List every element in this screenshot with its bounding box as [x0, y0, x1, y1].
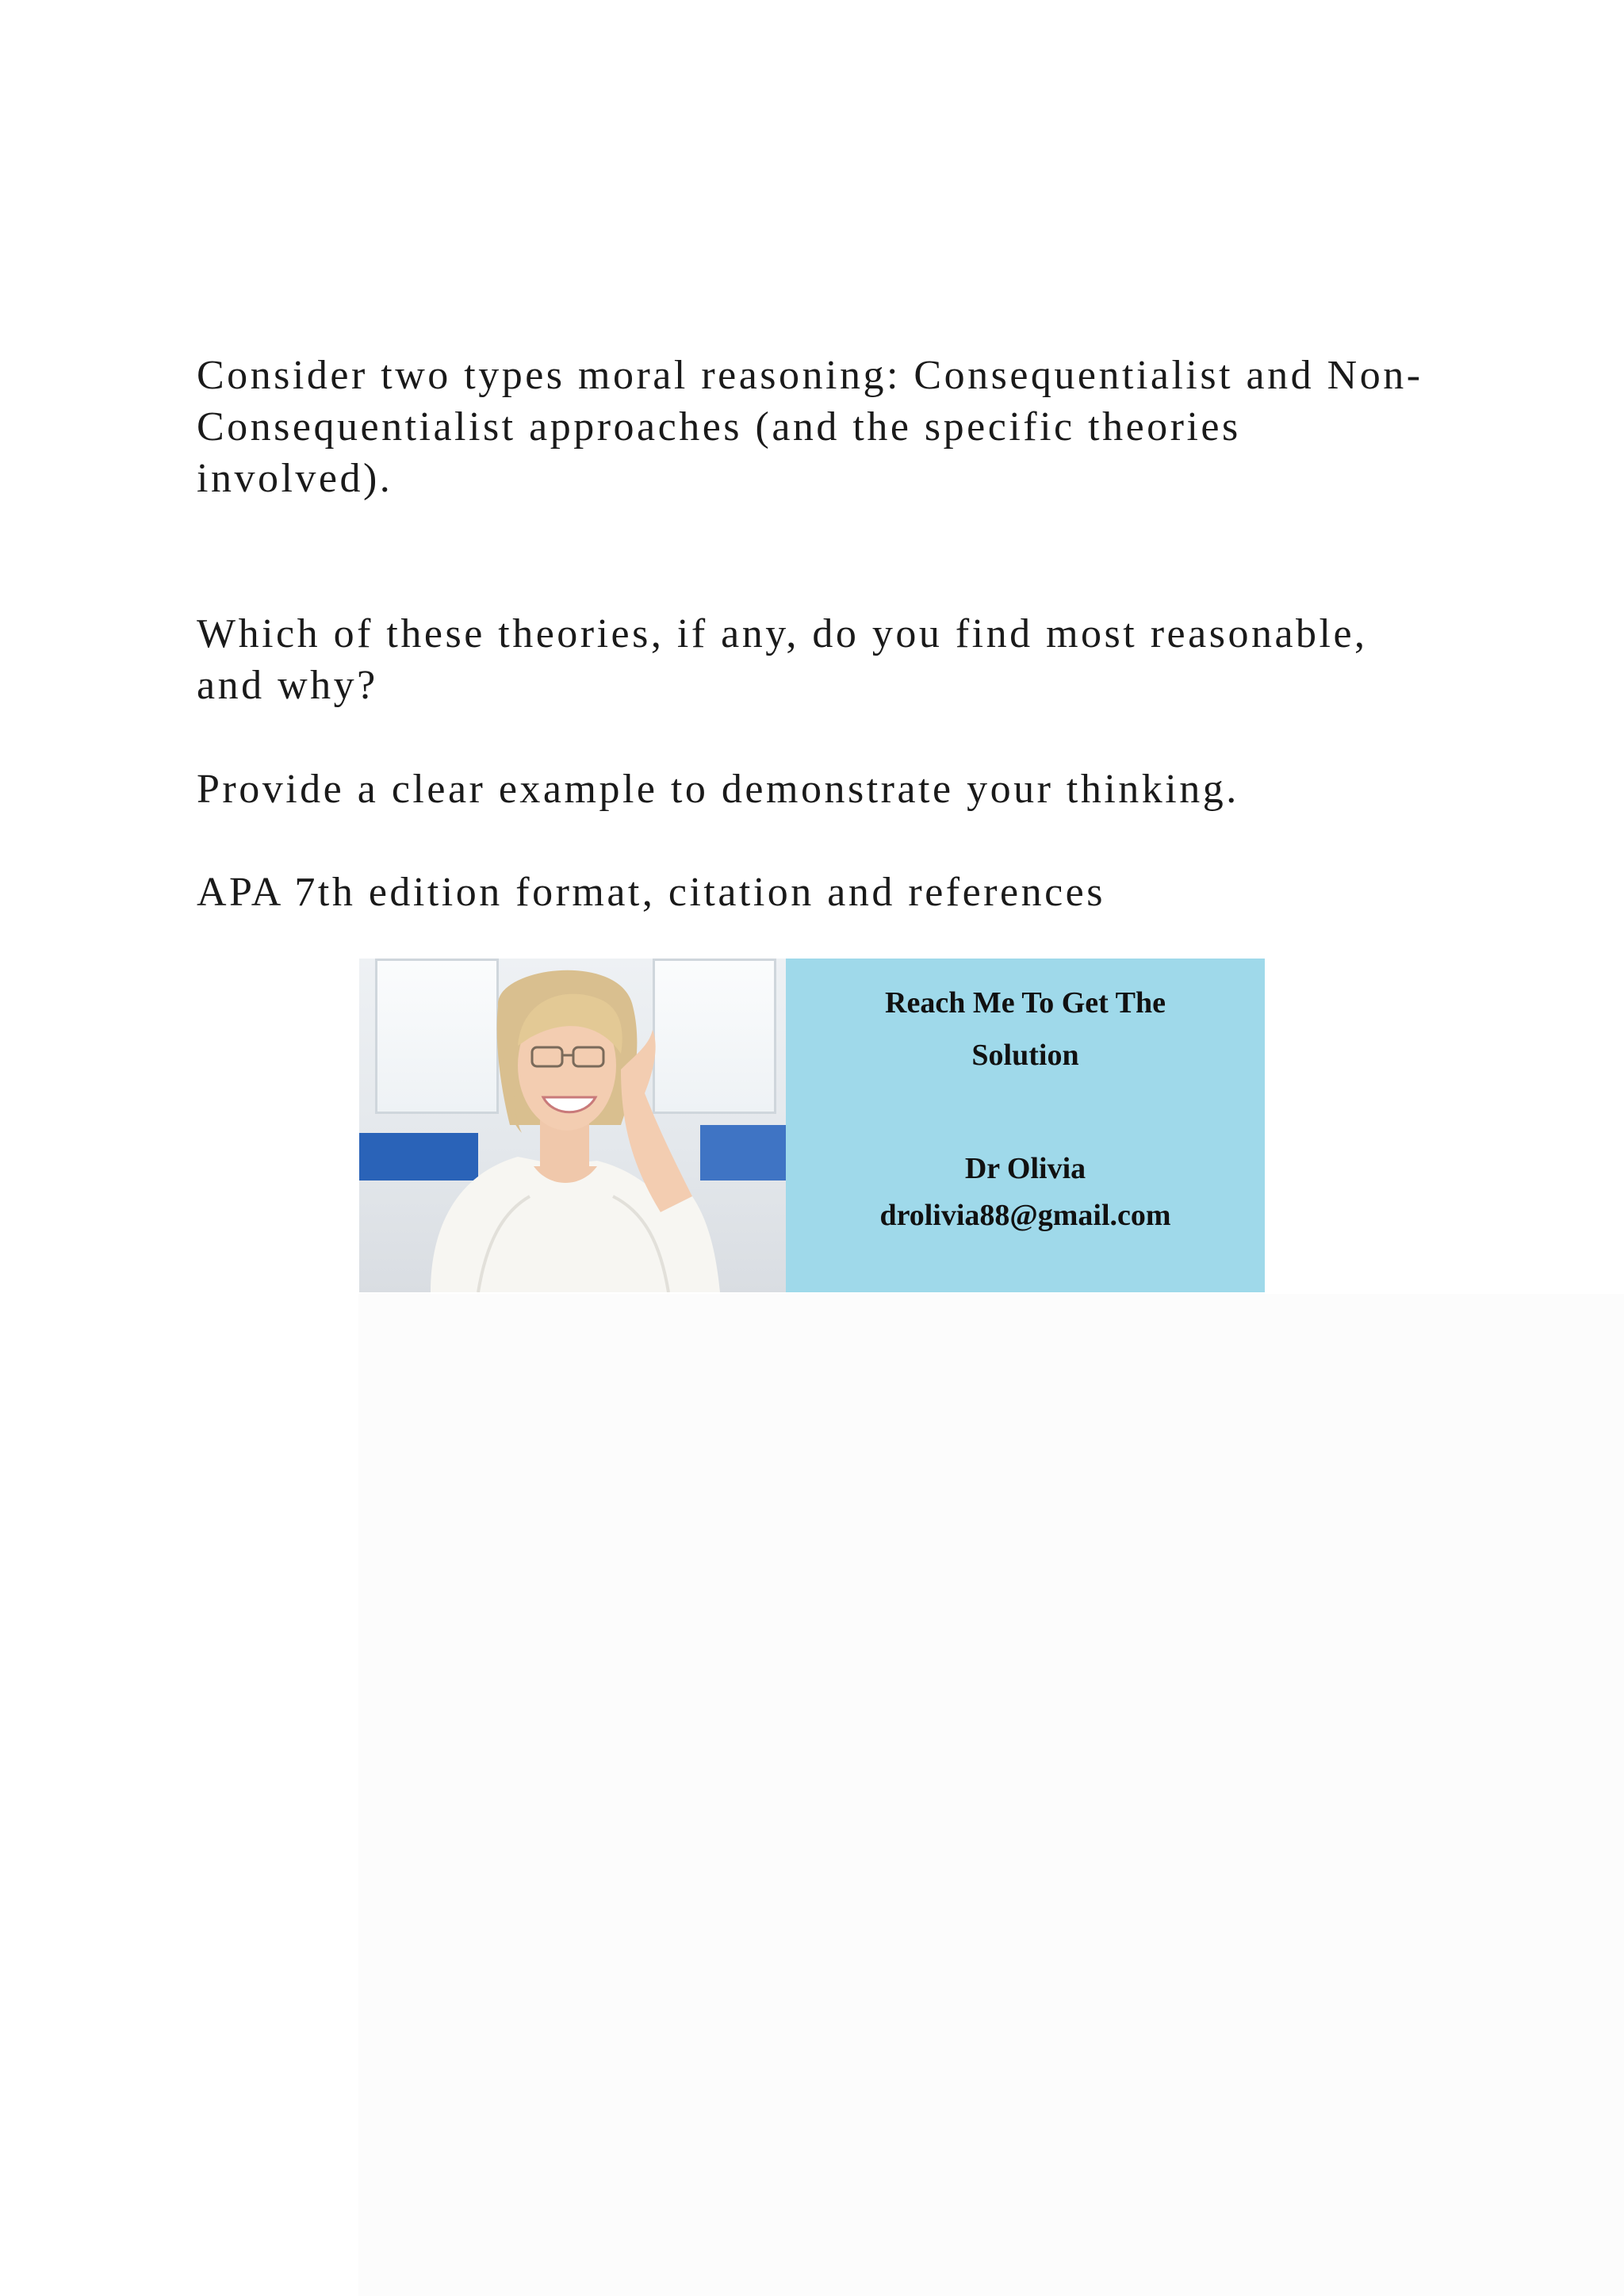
text-line: and why?	[197, 663, 378, 708]
text-line: Consider two types moral reasoning: Consequentialist and Non-	[197, 353, 1423, 398]
contact-headline: Solution	[971, 1039, 1079, 1072]
text-line: Which of these theories, if any, do you find most reasonable,	[197, 611, 1368, 656]
woman-illustration	[359, 959, 786, 1292]
text-line: APA 7th edition format, citation and references	[197, 870, 1105, 915]
contact-headline: Reach Me To Get The	[885, 986, 1166, 1020]
text-line: Provide a clear example to demonstrate your thinking.	[197, 767, 1239, 812]
portrait-photo	[359, 959, 786, 1292]
prompt-paragraph-3	[197, 763, 1434, 815]
prompt-paragraph-1	[197, 350, 1434, 504]
contact-panel	[786, 959, 1265, 1292]
contact-name: Dr Olivia	[964, 1152, 1086, 1185]
prompt-paragraph-4	[197, 867, 1434, 918]
prompt-paragraph-2	[197, 608, 1434, 711]
contact-banner	[359, 959, 1265, 1292]
page-shade	[358, 1294, 1624, 2296]
text-line: Consequentialist approaches (and the specific theories	[197, 404, 1241, 450]
text-line: involved).	[197, 456, 393, 501]
contact-email: drolivia88@gmail.com	[879, 1199, 1171, 1232]
